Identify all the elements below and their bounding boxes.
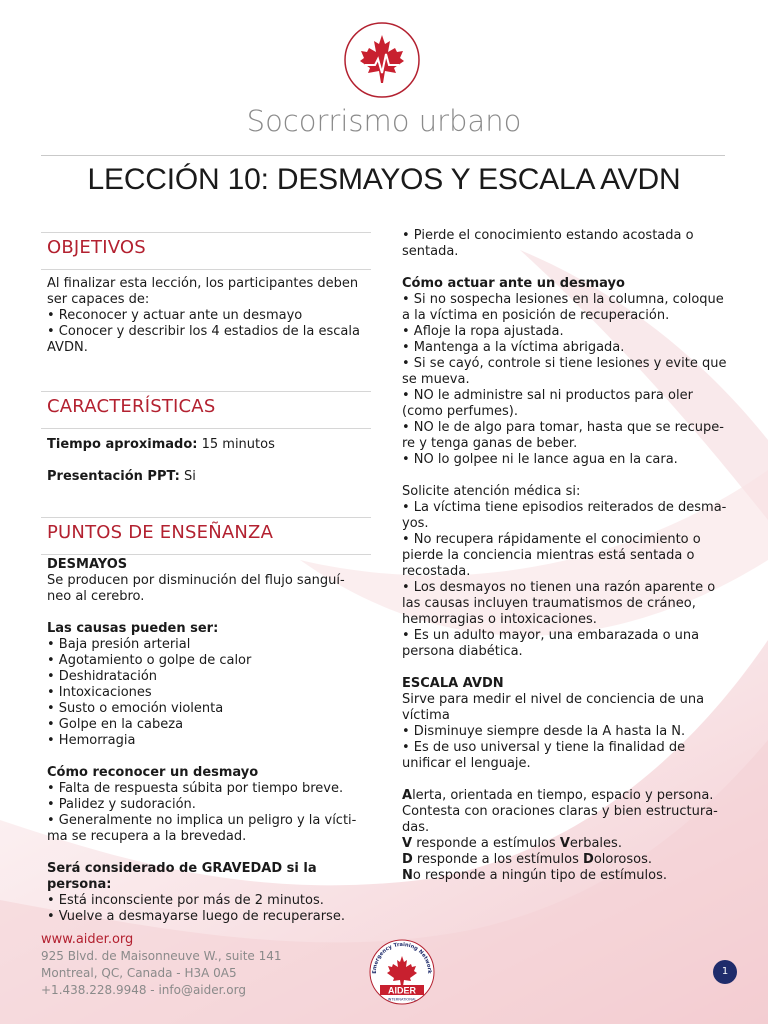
divider xyxy=(41,428,371,429)
escala-title: ESCALA AVDN xyxy=(402,676,504,691)
gravedad-title: Será considerado de GRAVEDAD si la persona: xyxy=(47,861,317,892)
avdn-text: Contesta con oraciones claras y bien estructura- xyxy=(402,804,718,819)
avdn-line xyxy=(402,820,732,836)
list-item: • Es un adulto mayor, una embarazada o una xyxy=(402,628,700,643)
text-line: Al finalizar esta lección, los participantes deben xyxy=(47,276,359,291)
objetivos-text xyxy=(47,276,369,356)
reconocer-title: Cómo reconocer un desmayo xyxy=(47,765,259,780)
divider xyxy=(41,554,371,555)
list-item: • Agotamiento o golpe de calor xyxy=(47,653,252,668)
tiempo-row xyxy=(47,437,369,453)
list-item: recostada. xyxy=(402,564,471,579)
avdn-line-v xyxy=(402,836,732,852)
tiempo-value: 15 minutos xyxy=(197,437,275,452)
list-item: las causas incluyen traumatismos de cráneo, xyxy=(402,596,696,611)
list-item: • Palidez y sudoración. xyxy=(47,797,196,812)
list-item: • NO lo golpee ni le lance agua en la cara. xyxy=(402,452,678,467)
list-item: a la víctima en posición de recuperación. xyxy=(402,308,670,323)
avdn-text: lerta, orientada en tiempo, espacio y persona. xyxy=(412,788,714,803)
page-number-badge: 1 xyxy=(713,960,737,984)
page-title: LECCIÓN 10: DESMAYOS Y ESCALA AVDN xyxy=(87,163,681,196)
list-item: persona diabética. xyxy=(402,644,523,659)
avdn-text: responde a estímulos xyxy=(412,836,560,851)
list-item: • NO le administre sal ni productos para oler xyxy=(402,388,693,403)
left-column xyxy=(47,232,369,925)
desmayos-title: DESMAYOS xyxy=(47,557,128,572)
text-line: unificar el lenguaje. xyxy=(402,756,531,771)
avdn-text: o responde a ningún tipo de estímulos. xyxy=(412,868,667,883)
list-item: • Mantenga a la víctima abrigada. xyxy=(402,340,625,355)
avdn-letter: V xyxy=(402,836,413,851)
list-item: (como perfumes). xyxy=(402,404,518,419)
list-item: • Generalmente no implica un peligro y la vícti- xyxy=(47,813,357,828)
footer xyxy=(41,931,282,999)
list-item: pierde la conciencia mientras está sentada o xyxy=(402,548,695,563)
list-item: • Susto o emoción violenta xyxy=(47,701,224,716)
page-subtitle: Socorrismo urbano xyxy=(246,104,522,138)
list-item: • Intoxicaciones xyxy=(47,685,152,700)
avdn-line xyxy=(402,804,732,820)
list-item: • Deshidratación xyxy=(47,669,158,684)
logo-arc-text: Emergency Training Network xyxy=(371,941,433,974)
avdn-text: olorosos. xyxy=(593,852,652,867)
solicite-title: Solicite atención médica si: xyxy=(402,484,581,499)
maple-leaf-heartbeat-logo xyxy=(343,21,421,99)
actuar-title: Cómo actuar ante un desmayo xyxy=(402,276,625,291)
logo-sub: INTERNATIONAL xyxy=(387,997,417,1002)
avdn-line-a xyxy=(402,788,732,804)
text-line: víctima xyxy=(402,708,450,723)
list-item: • Disminuye siempre desde la A hasta la N. xyxy=(402,724,686,739)
list-item: • Hemorragia xyxy=(47,733,136,748)
ppt-label: Presentación PPT: xyxy=(47,469,180,484)
list-item: • La víctima tiene episodios reiterados de desma- xyxy=(402,500,727,515)
avdn-line-d xyxy=(402,852,732,868)
avdn-letter: V xyxy=(559,836,570,851)
list-item: • Pierde el conocimiento estando acostada o xyxy=(402,228,694,243)
causas-title: Las causas pueden ser: xyxy=(47,621,219,636)
list-item: hemorragias o intoxicaciones. xyxy=(402,612,597,627)
caracteristicas-heading: CARACTERÍSTICAS xyxy=(47,396,216,417)
divider xyxy=(41,517,371,518)
contact-line: +1.438.228.9948 - info@aider.org xyxy=(41,983,246,997)
logo-word: AIDER xyxy=(387,985,417,996)
address-line: 925 Blvd. de Maisonneuve W., suite 141 xyxy=(41,949,282,963)
tiempo-label: Tiempo aproximado: xyxy=(47,437,198,452)
divider xyxy=(41,269,371,270)
avdn-line-n xyxy=(402,868,732,884)
avdn-letter: A xyxy=(402,788,413,803)
text-line: Sirve para medir el nivel de conciencia de una xyxy=(402,692,705,707)
text-line: neo al cerebro. xyxy=(47,589,145,604)
aider-maple-leaf-logo xyxy=(368,938,436,1006)
website-link[interactable]: www.aider.org xyxy=(41,932,134,947)
objetivos-heading: OBJETIVOS xyxy=(47,237,146,258)
text-line: • Conocer y describir los 4 estadios de la escala xyxy=(47,324,360,339)
list-item: yos. xyxy=(402,516,429,531)
list-item: re y tenga ganas de beber. xyxy=(402,436,578,451)
list-item: • Vuelve a desmayarse luego de recuperarse. xyxy=(47,909,345,924)
divider xyxy=(41,232,371,233)
avdn-letter: D xyxy=(583,852,594,867)
list-item: • Baja presión arterial xyxy=(47,637,191,652)
puntos-heading: PUNTOS DE ENSEÑANZA xyxy=(47,522,274,543)
right-column xyxy=(402,228,732,884)
list-item: • Los desmayos no tienen una razón aparente o xyxy=(402,580,716,595)
ppt-value: Si xyxy=(179,469,196,484)
text-line: • Reconocer y actuar ante un desmayo xyxy=(47,308,303,323)
text-line: Se producen por disminución del flujo sanguí- xyxy=(47,573,345,588)
list-item: • Si no sospecha lesiones en la columna, coloque xyxy=(402,292,724,307)
list-item: • Afloje la ropa ajustada. xyxy=(402,324,564,339)
text-line: ser capaces de: xyxy=(47,292,150,307)
text-line: sentada. xyxy=(402,244,459,259)
divider xyxy=(41,391,371,392)
avdn-letter: N xyxy=(402,868,413,883)
list-item: ma se recupera a la brevedad. xyxy=(47,829,247,844)
avdn-text: erbales. xyxy=(569,836,622,851)
list-item: • Falta de respuesta súbita por tiempo breve. xyxy=(47,781,344,796)
avdn-letter: D xyxy=(402,852,413,867)
list-item: • Si se cayó, controle si tiene lesiones y evite que xyxy=(402,356,727,371)
list-item: • No recupera rápidamente el conocimiento o xyxy=(402,532,701,547)
address-line: Montreal, QC, Canada - H3A 0A5 xyxy=(41,966,237,980)
ppt-row xyxy=(47,469,369,485)
text-line: AVDN. xyxy=(47,340,88,355)
list-item: • NO le de algo para tomar, hasta que se recupe- xyxy=(402,420,724,435)
header-divider xyxy=(41,155,725,156)
list-item: • Está inconsciente por más de 2 minutos. xyxy=(47,893,324,908)
list-item: • Es de uso universal y tiene la finalidad de xyxy=(402,740,686,755)
list-item: • Golpe en la cabeza xyxy=(47,717,184,732)
avdn-text: das. xyxy=(402,820,430,835)
avdn-text: responde a los estímulos xyxy=(412,852,584,867)
list-item: se mueva. xyxy=(402,372,470,387)
